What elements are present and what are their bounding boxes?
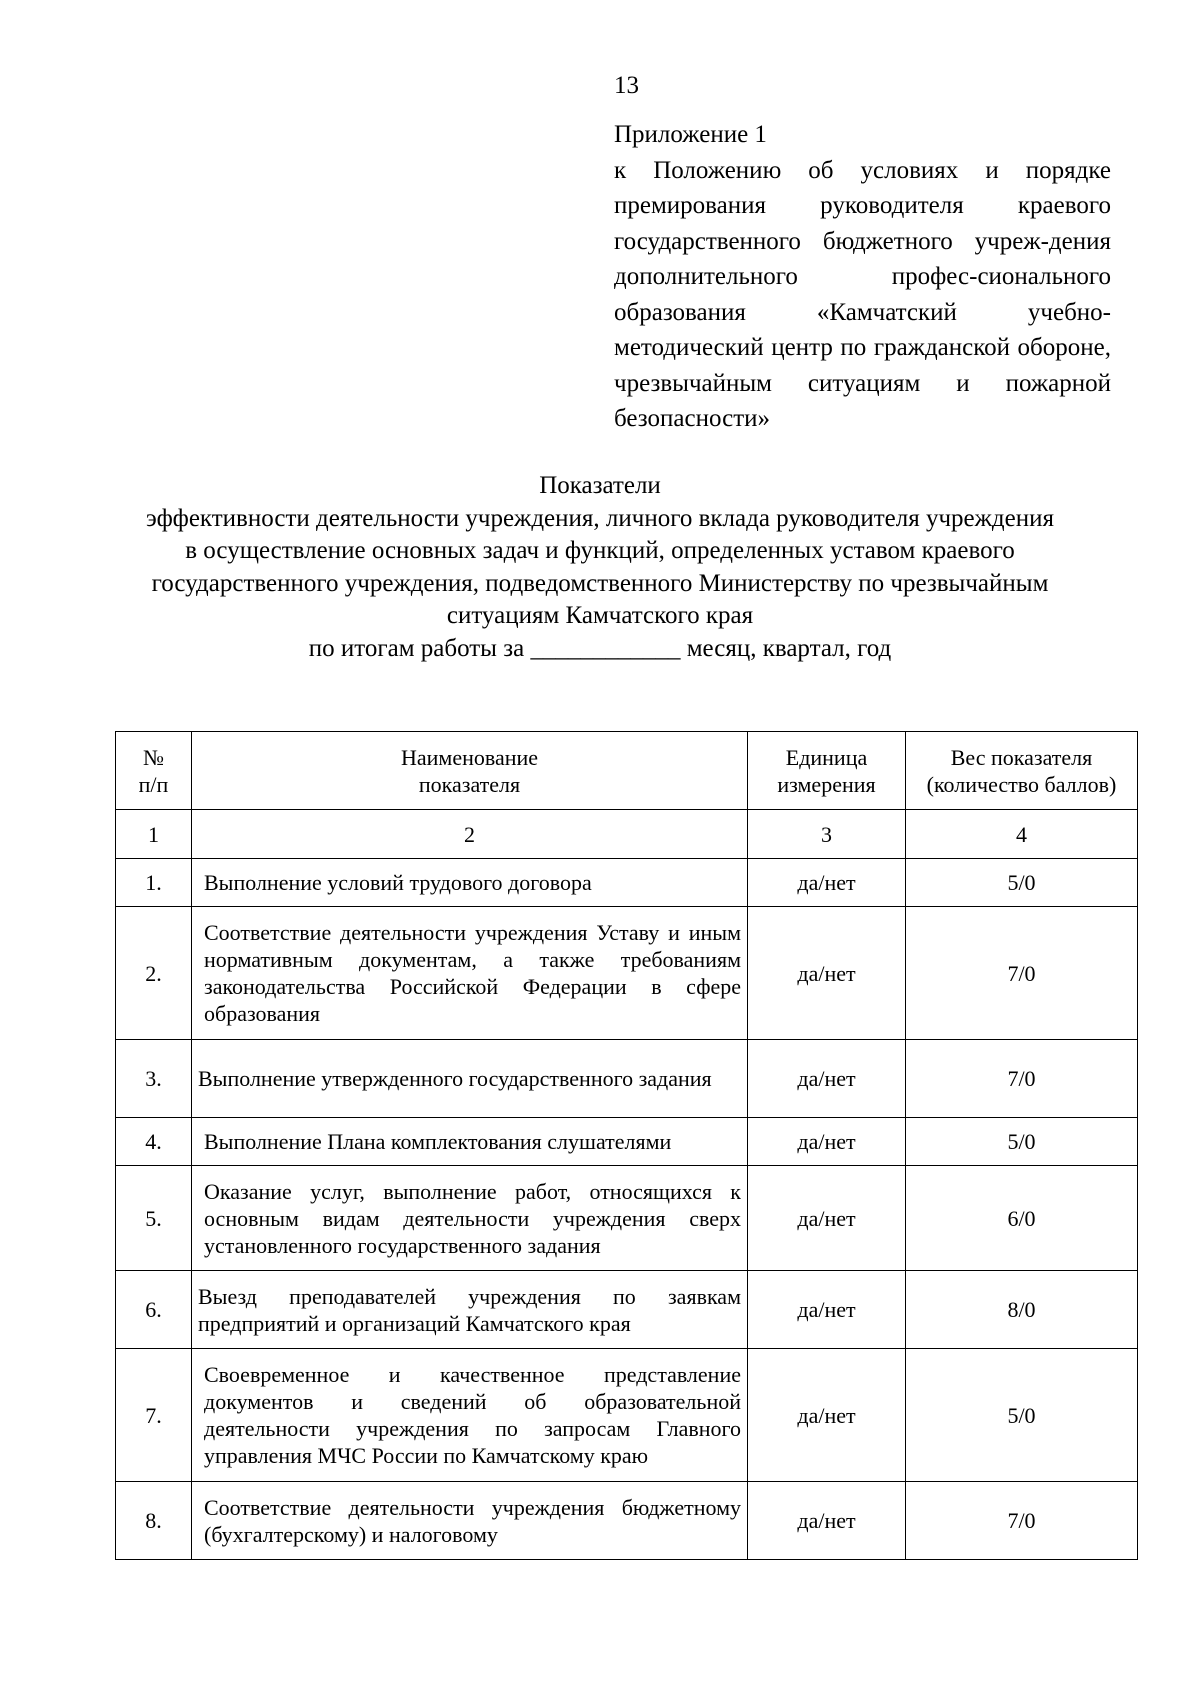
header-cell-name: Наименование показателя	[192, 732, 748, 810]
indicator-unit: да/нет	[748, 1166, 906, 1271]
heading-title: Показатели	[539, 472, 661, 499]
indicator-weight: 7/0	[906, 907, 1138, 1040]
indicator-weight: 8/0	[906, 1271, 1138, 1349]
indicators-table	[115, 731, 1138, 1560]
indicator-weight: 6/0	[906, 1166, 1138, 1271]
table-row	[116, 1118, 1138, 1166]
heading-line: в осуществление основных задач и функций, определенных уставом краевого	[185, 537, 1015, 564]
indicator-unit: да/нет	[748, 859, 906, 907]
appendix-text: к Положению об условиях и порядке премирования руководителя краевого государственного бюджетного учреж-дения дополнительного профес-сионального образования «Камчатский учебно-методический центр по гражданской обороне, чрезвычайным ситуациям и пожарной безопасности»	[614, 156, 1111, 432]
row-number: 2.	[116, 907, 192, 1040]
indicator-unit: да/нет	[748, 1271, 906, 1349]
heading-line: эффективности деятельности учреждения, личного вклада руководителя учреждения	[146, 504, 1054, 532]
indicator-unit: да/нет	[748, 1482, 906, 1560]
heading-period-line: по итогам работы за ____________ месяц, квартал, год	[308, 634, 892, 662]
table-row	[116, 907, 1138, 1040]
table-row	[116, 859, 1138, 907]
heading-line: ситуациям Камчатского края	[446, 602, 754, 629]
table-row	[116, 1482, 1138, 1560]
appendix-block	[614, 117, 1111, 437]
table-row	[116, 1166, 1138, 1271]
indicator-name: Оказание услуг, выполнение работ, относящихся к основным видам деятельности учреждения сверх установленного государственного задания	[192, 1166, 748, 1271]
column-numbers-row	[116, 810, 1138, 859]
page-number: 13	[614, 72, 639, 99]
indicator-name: Выезд преподавателей учреждения по заявкам предприятий и организаций Камчатского края	[192, 1271, 748, 1349]
row-number: 8.	[116, 1482, 192, 1560]
column-number: 1	[116, 810, 192, 859]
indicator-unit: да/нет	[748, 1349, 906, 1482]
indicator-weight: 5/0	[906, 1118, 1138, 1166]
header-cell-unit: Единица измерения	[748, 732, 906, 810]
row-number: 4.	[116, 1118, 192, 1166]
table-row	[116, 1349, 1138, 1482]
table-row	[116, 1040, 1138, 1118]
row-number: 7.	[116, 1349, 192, 1482]
indicator-name: Своевременное и качественное представление документов и сведений об образовательной деятельности учреждения по запросам Главного управления МЧС России по Камчатскому краю	[192, 1349, 748, 1482]
column-number: 3	[748, 810, 906, 859]
indicator-unit: да/нет	[748, 1118, 906, 1166]
indicator-name: Выполнение условий трудового договора	[192, 859, 748, 907]
indicator-weight: 7/0	[906, 1482, 1138, 1560]
appendix-title: Приложение 1	[614, 121, 767, 148]
header-cell-weight: Вес показателя (количество баллов)	[906, 732, 1138, 810]
indicator-weight: 5/0	[906, 859, 1138, 907]
indicator-name: Соответствие деятельности учреждения бюджетному (бухгалтерскому) и налоговому	[192, 1482, 748, 1560]
header-cell-number: № п/п	[116, 732, 192, 810]
indicator-weight: 5/0	[906, 1349, 1138, 1482]
table-row	[116, 1271, 1138, 1349]
indicator-unit: да/нет	[748, 1040, 906, 1118]
indicator-weight: 7/0	[906, 1040, 1138, 1118]
indicator-name: Выполнение утвержденного государственного задания	[192, 1040, 748, 1118]
table-header-row	[116, 732, 1138, 810]
indicator-name: Соответствие деятельности учреждения Уставу и иным нормативным документам, а также требованиям законодательства Российской Федерации в сфере образования	[192, 907, 748, 1040]
heading-line: государственного учреждения, подведомственного Министерству по чрезвычайным	[151, 569, 1049, 597]
column-number: 4	[906, 810, 1138, 859]
row-number: 3.	[116, 1040, 192, 1118]
row-number: 5.	[116, 1166, 192, 1271]
indicator-name: Выполнение Плана комплектования слушателями	[192, 1118, 748, 1166]
document-heading	[60, 470, 1140, 665]
row-number: 1.	[116, 859, 192, 907]
row-number: 6.	[116, 1271, 192, 1349]
indicator-unit: да/нет	[748, 907, 906, 1040]
column-number: 2	[192, 810, 748, 859]
